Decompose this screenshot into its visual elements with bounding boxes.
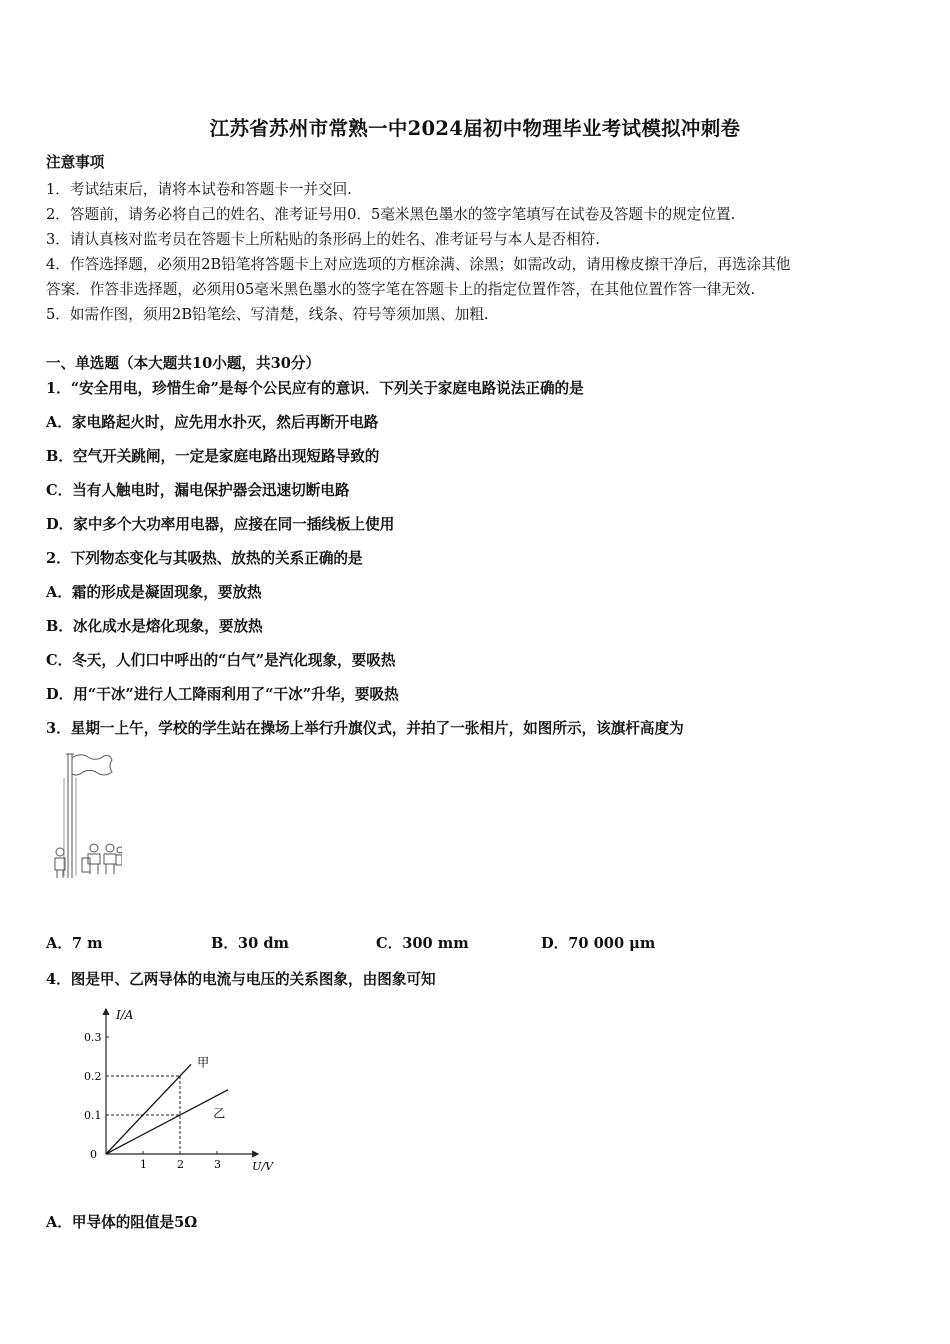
question-3-option-b: B．30 dm [211,935,289,952]
series-line-yi [106,1090,228,1154]
flagpole-sketch [50,748,122,884]
notice-item: 4．作答选择题，必须用2B铅笔将答题卡上对应选项的方框涂满、涂黑；如需改动，请用橡皮擦干净后，再选涂其他 [46,256,791,273]
iu-graph-svg [78,1000,278,1175]
question-3-option-c: C．300 mm [376,935,469,952]
section-heading: 一、单选题（本大题共10小题，共30分） [46,355,321,372]
question-3-stem: 3．星期一上午，学校的学生站在操场上举行升旗仪式，并拍了一张相片，如图所示，该旗杆高度为 [46,720,684,737]
flagpole-photo-illustration [50,748,122,884]
origin-label: 0 [90,1148,97,1161]
question-2-option-c: C．冬天，人们口中呼出的“白气”是汽化现象，要吸热 [46,652,396,669]
iu-graph [78,1000,278,1175]
question-2-option-a: A．霜的形成是凝固现象，要放热 [46,584,262,601]
y-axis-label: I/A [116,1008,134,1022]
question-1-option-a: A．家电路起火时，应先用水扑灭，然后再断开电路 [46,414,379,431]
x-axis-label: U/V [252,1160,274,1173]
question-1-option-d: D．家中多个大功率用电器，应接在同一插线板上使用 [46,516,395,533]
series-line-jia [106,1064,191,1154]
notice-item: 3．请认真核对监考员在答题卡上所粘贴的条形码上的姓名、准考证号与本人是否相符. [46,231,600,248]
question-1-option-c: C．当有人触电时，漏电保护器会迅速切断电路 [46,482,350,499]
exam-title: 江苏省苏州市常熟一中2024届初中物理毕业考试模拟冲刺卷 [209,117,741,140]
flag-icon [72,755,112,775]
y-tick-label: 0.3 [84,1031,102,1044]
series-label-jia: 甲 [197,1055,210,1070]
x-tick-label: 1 [140,1158,147,1171]
x-tick-label: 3 [214,1158,221,1171]
series-label-yi: 乙 [213,1106,226,1121]
notice-item: 1．考试结束后，请将本试卷和答题卡一并交回. [46,181,352,198]
notice-item: 2．答题前，请务必将自己的姓名、准考证号用0．5毫米黑色墨水的签字笔填写在试卷及答题卡的规定位置. [46,206,736,223]
question-3-option-a: A．7 m [46,935,103,952]
question-4-stem: 4．图是甲、乙两导体的电流与电压的关系图象，由图象可知 [46,971,436,988]
y-tick-label: 0.2 [84,1070,102,1083]
notice-heading: 注意事项 [46,154,105,171]
question-3-option-d: D．70 000 μm [541,935,656,952]
question-2-option-b: B．冰化成水是熔化现象，要放热 [46,618,263,635]
question-2-option-d: D．用“干冰”进行人工降雨利用了“干冰”升华，要吸热 [46,686,399,703]
notice-item: 答案．作答非选择题，必须用05毫米黑色墨水的签字笔在答题卡上的指定位置作答，在其他位置作答一律无效. [46,281,756,298]
x-tick-label: 2 [177,1158,184,1171]
notice-item: 5．如需作图，须用2B铅笔绘、写清楚，线条、符号等须加黑、加粗. [46,306,489,323]
y-tick-label: 0.1 [84,1109,102,1122]
question-1-option-b: B．空气开关跳闸，一定是家庭电路出现短路导致的 [46,448,380,465]
students-icon [55,844,122,878]
question-2-stem: 2．下列物态变化与其吸热、放热的关系正确的是 [46,550,363,567]
question-1-stem: 1．“安全用电，珍惜生命”是每个公民应有的意识．下列关于家庭电路说法正确的是 [46,380,584,397]
question-4-option-a: A．甲导体的阻值是5Ω [46,1214,198,1231]
